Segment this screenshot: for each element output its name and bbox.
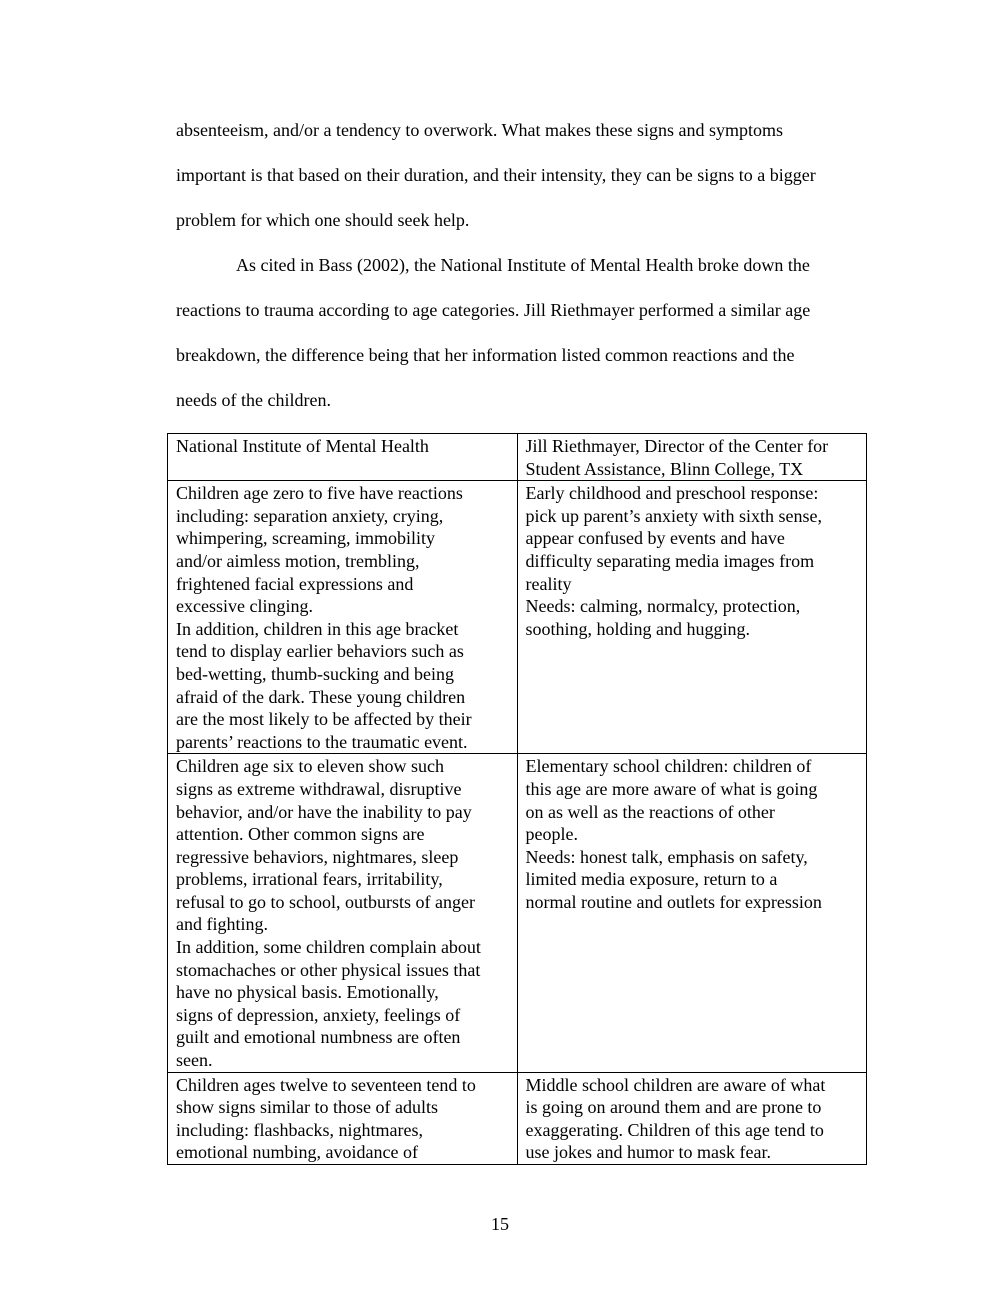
body-text-line: breakdown, the difference being that her information listed common reactions and the bbox=[176, 345, 795, 365]
body-text-line: reactions to trauma according to age categories. Jill Riethmayer performed a similar age bbox=[176, 300, 811, 320]
page-number: 15 bbox=[491, 1214, 509, 1234]
table-row bbox=[168, 481, 867, 754]
table-cell: Children ages twelve to seventeen tend to show signs similar to those of adults including: flashbacks, nightmares, emotional numbing, avoidance of bbox=[168, 1072, 518, 1164]
body-text-line: problem for which one should seek help. bbox=[176, 210, 470, 230]
header-cell-nimh: National Institute of Mental Health bbox=[168, 434, 518, 481]
table-header-row bbox=[168, 434, 867, 481]
comparison-table bbox=[167, 433, 867, 1165]
table-row bbox=[168, 1072, 867, 1164]
table-row bbox=[168, 754, 867, 1072]
body-text-line: As cited in Bass (2002), the National Institute of Mental Health broke down the bbox=[236, 255, 810, 275]
table-cell: Children age six to eleven show such signs as extreme withdrawal, disruptive behavior, and/or have the inability to pay attention. Other common signs are regressive behaviors, nightmares, sleep problems, irrational fears, irritability, refusal to go to school, outbursts of anger and fighting. In addition, some children complain about stomachaches or other physical issues that have no physical basis. Emotionally, signs of depression, anxiety, feelings of guilt and emotional numbness are often seen. bbox=[168, 754, 518, 1072]
table-cell: Middle school children are aware of what is going on around them and are prone to exaggerating. Children of this age tend to use jokes and humor to mask fear. bbox=[517, 1072, 867, 1164]
body-text-line: needs of the children. bbox=[176, 390, 331, 410]
body-text-line: important is that based on their duration, and their intensity, they can be signs to a bigger bbox=[176, 165, 816, 185]
header-cell-riethmayer: Jill Riethmayer, Director of the Center for Student Assistance, Blinn College, TX bbox=[517, 434, 867, 481]
table-cell: Early childhood and preschool response: pick up parent’s anxiety with sixth sense, appear confused by events and have difficulty separating media images from reality Needs: calming, normalcy, protection, soothing, holding and hugging. bbox=[517, 481, 867, 754]
body-text-line: absenteeism, and/or a tendency to overwork. What makes these signs and symptoms bbox=[176, 120, 784, 140]
table-cell: Elementary school children: children of this age are more aware of what is going on as well as the reactions of other people. Needs: honest talk, emphasis on safety, limited media exposure, return to a normal routine and outlets for expression bbox=[517, 754, 867, 1072]
table-cell: Children age zero to five have reactions including: separation anxiety, crying, whimpering, screaming, immobility and/or aimless motion, trembling, frightened facial expressions and excessive clinging. In addition, children in this age bracket tend to display earlier behaviors such as bed-wetting, thumb-sucking and being afraid of the dark. These young children are the most likely to be affected by their parents’ reactions to the traumatic event. bbox=[168, 481, 518, 754]
